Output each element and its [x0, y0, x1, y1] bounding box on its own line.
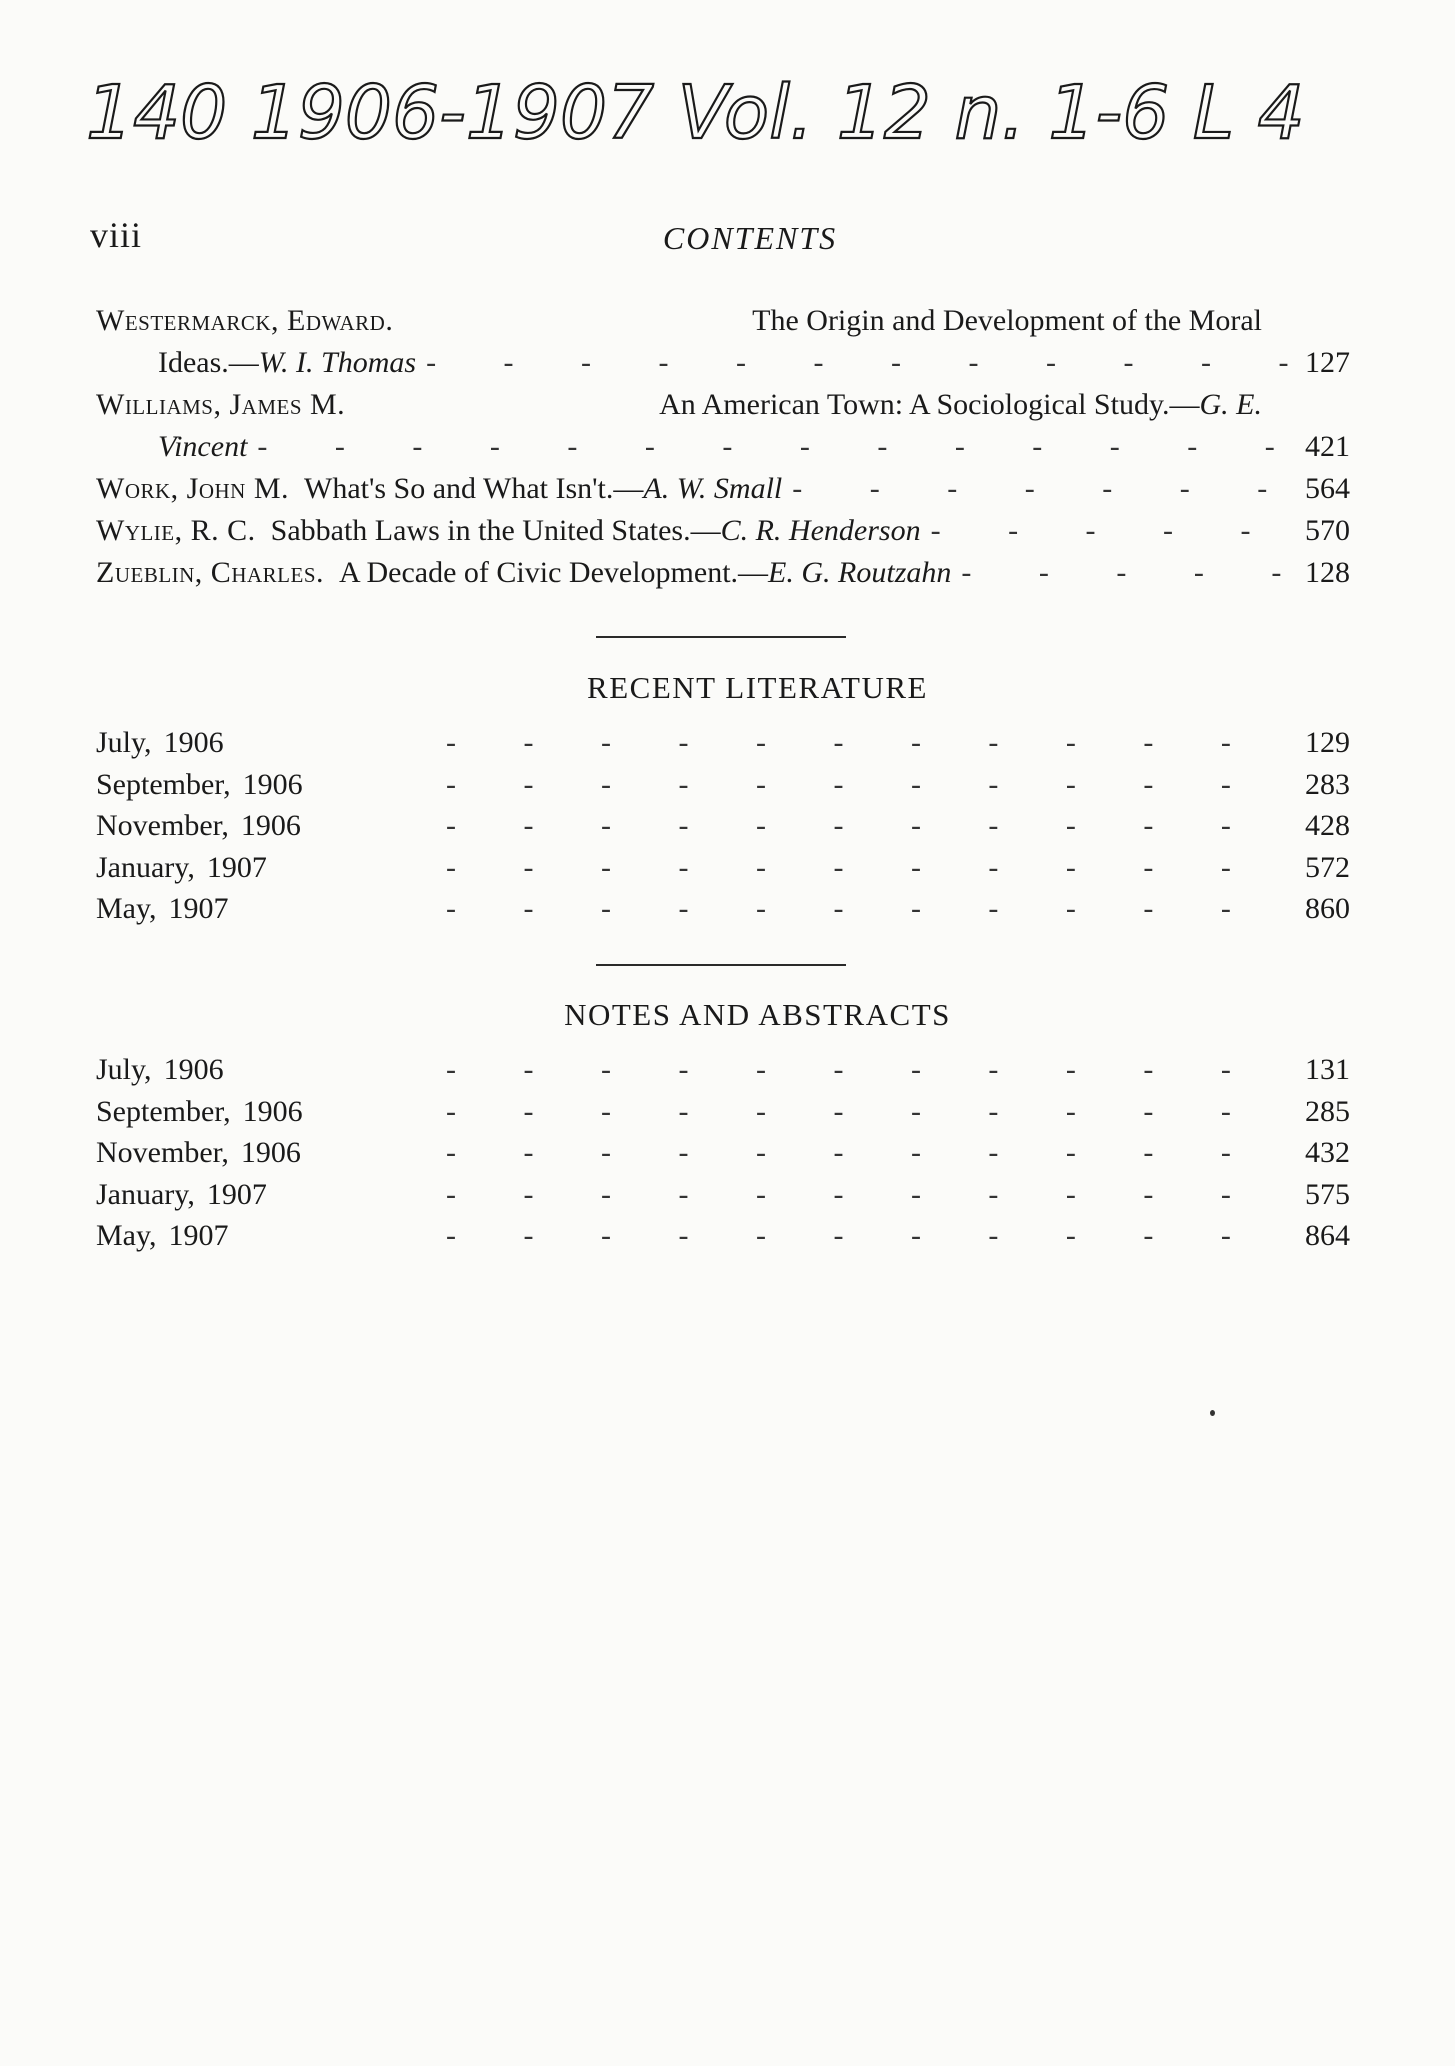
- item-label: [96, 888, 436, 930]
- entry-author: Williams, James M.: [96, 388, 346, 421]
- entry-reviewer: E. G. Routzahn: [768, 556, 952, 589]
- dot-leader: [436, 1132, 1288, 1174]
- handwriting-svg: [86, 58, 1426, 168]
- entry-page: 570: [1305, 514, 1350, 547]
- entry-reviewer: W. I. Thomas: [258, 346, 417, 379]
- dot-leader: [436, 1091, 1288, 1133]
- entry-page: 127: [1305, 346, 1350, 379]
- item-year: 1907: [206, 850, 267, 884]
- item-year: 1906: [242, 1094, 303, 1128]
- item-label: [96, 764, 436, 806]
- list-item: [96, 888, 1350, 930]
- item-year: 1906: [163, 726, 224, 759]
- book-review-list: [96, 300, 1350, 594]
- entry-title: The Origin and Development of the Moral: [752, 304, 1262, 337]
- item-page: 283: [1305, 767, 1350, 801]
- section-divider: [596, 964, 846, 966]
- item-page: 572: [1305, 850, 1350, 884]
- item-label: [96, 722, 436, 764]
- dot-leader: [416, 342, 1288, 384]
- entry-line: [96, 300, 1262, 342]
- list-item: [96, 764, 1350, 806]
- entry-author: Westermarck, Edward.: [96, 304, 394, 337]
- entry-author: Work, John M.: [96, 472, 289, 505]
- dot-leader: [782, 468, 1288, 510]
- item-label: [96, 805, 436, 847]
- item-year: 1907: [168, 892, 229, 925]
- list-item: [96, 722, 1350, 764]
- item-page: 131: [1305, 1053, 1350, 1086]
- entry-author: Wylie, R. C.: [96, 514, 256, 547]
- dot-leader: [436, 1049, 1288, 1091]
- item-month: May,: [96, 892, 157, 925]
- entry-title: A Decade of Civic Development.—: [339, 556, 769, 589]
- item-label: [96, 847, 436, 889]
- notes-and-abstracts-list: [96, 1049, 1350, 1257]
- entry-line: [96, 468, 1350, 510]
- entry-author: Zueblin, Charles.: [96, 556, 324, 589]
- list-item: [96, 1174, 1350, 1216]
- running-head: CONTENTS: [662, 220, 838, 256]
- review-entry: [96, 468, 1350, 510]
- entry-title-group: [659, 384, 1262, 426]
- entry-line: [96, 342, 1350, 384]
- entry-page: 128: [1305, 556, 1350, 589]
- handwritten-shelf-mark: [86, 58, 1426, 168]
- item-month: July,: [96, 726, 152, 759]
- dot-leader: [951, 552, 1288, 594]
- item-year: 1907: [206, 1177, 267, 1211]
- dot-leader: [436, 847, 1288, 889]
- folio-number: viii: [90, 215, 143, 255]
- entry-title: Ideas.—: [158, 346, 259, 379]
- item-label: [96, 1215, 436, 1257]
- review-entry: [96, 300, 1350, 384]
- item-page: 864: [1305, 1219, 1350, 1252]
- entry-line: [96, 510, 1350, 552]
- section-divider: [596, 636, 846, 638]
- item-month: September,: [96, 1094, 231, 1128]
- item-year: 1906: [240, 1136, 301, 1169]
- dot-leader: [436, 1215, 1288, 1257]
- entry-title: Sabbath Laws in the United States.—: [270, 514, 721, 547]
- review-entry: [96, 384, 1350, 468]
- entry-reviewer: G. E.: [1199, 388, 1262, 421]
- entry-line: [96, 426, 1350, 468]
- dot-leader: [921, 510, 1288, 552]
- item-label: [96, 1049, 436, 1091]
- entry-reviewer: Vincent: [158, 430, 248, 463]
- item-page: 432: [1305, 1136, 1350, 1169]
- item-month: September,: [96, 767, 231, 801]
- item-month: January,: [96, 850, 195, 884]
- item-year: 1906: [163, 1053, 224, 1086]
- item-year: 1907: [168, 1219, 229, 1252]
- ink-speck: [1210, 1410, 1215, 1416]
- review-entry: [96, 510, 1350, 552]
- dot-leader: [436, 764, 1288, 806]
- list-item: [96, 1132, 1350, 1174]
- item-page: 860: [1305, 892, 1350, 925]
- item-month: November,: [96, 809, 229, 842]
- dot-leader: [436, 888, 1288, 930]
- entry-title: An American Town: A Sociological Study.—: [659, 388, 1200, 421]
- section-heading-recent-literature: RECENT LITERATURE: [587, 670, 928, 705]
- list-item: [96, 805, 1350, 847]
- entry-line: [96, 552, 1350, 594]
- dot-leader: [436, 1174, 1288, 1216]
- item-page: 575: [1305, 1177, 1350, 1211]
- entry-reviewer: C. R. Henderson: [720, 514, 921, 547]
- item-page: 428: [1305, 809, 1350, 842]
- item-label: [96, 1174, 436, 1216]
- item-page: 285: [1305, 1094, 1350, 1128]
- entry-reviewer: A. W. Small: [643, 472, 783, 505]
- list-item: [96, 1215, 1350, 1257]
- recent-literature-list: [96, 722, 1350, 930]
- dot-leader: [247, 426, 1288, 468]
- item-year: 1906: [240, 809, 301, 842]
- review-entry: [96, 552, 1350, 594]
- list-item: [96, 847, 1350, 889]
- dot-leader: [436, 805, 1288, 847]
- item-year: 1906: [242, 767, 303, 801]
- page-header: [90, 214, 1350, 274]
- list-item: [96, 1091, 1350, 1133]
- item-month: May,: [96, 1219, 157, 1252]
- entry-line: [96, 384, 1262, 426]
- item-page: 129: [1305, 726, 1350, 759]
- entry-title: What's So and What Isn't.—: [304, 472, 644, 505]
- list-item: [96, 1049, 1350, 1091]
- item-month: July,: [96, 1053, 152, 1086]
- entry-page: 564: [1305, 472, 1350, 505]
- entry-page: 421: [1305, 430, 1350, 463]
- item-month: January,: [96, 1177, 195, 1211]
- item-label: [96, 1132, 436, 1174]
- item-label: [96, 1091, 436, 1133]
- handwritten-text: 140 1906-1907 Vol. 12 n. 1-6 L 4: [86, 70, 1305, 156]
- item-month: November,: [96, 1136, 229, 1169]
- section-heading-notes-and-abstracts: NOTES AND ABSTRACTS: [564, 997, 951, 1032]
- dot-leader: [436, 722, 1288, 764]
